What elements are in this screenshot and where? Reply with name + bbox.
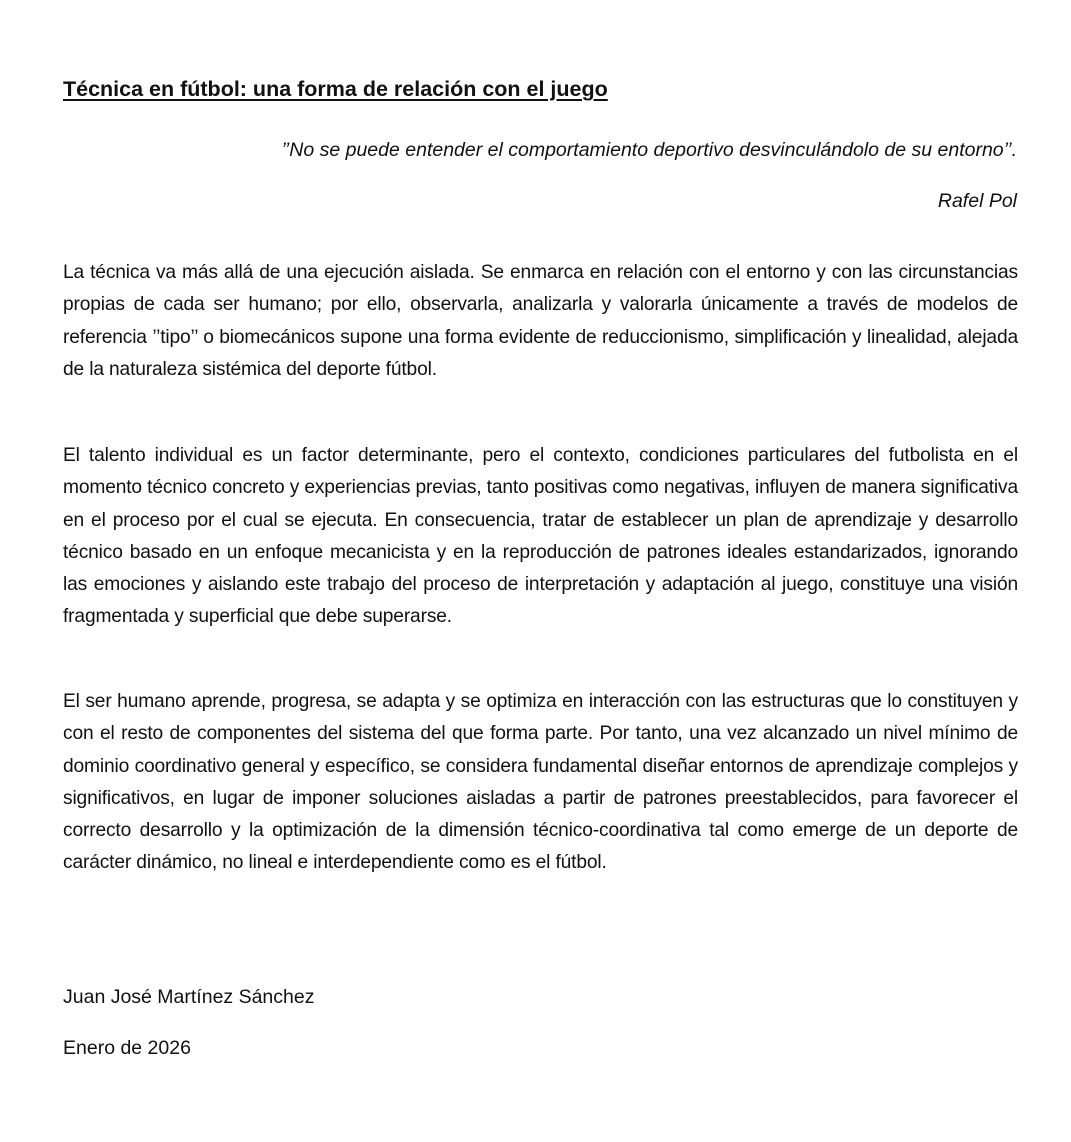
body-paragraph: La técnica va más allá de una ejecución aislada. Se enmarca en relación con el entorno y con las circunstancias propias de cada ser humano; por ello, observarla, analizarla y valorarla únicamente a través de modelos de referencia ’’tipo’’ o biomecánicos supone una forma evidente de reduccionismo, simplificación y linealidad, alejada de la naturaleza sistémica del deporte fútbol. — [63, 262, 1018, 380]
signature-date: Enero de 2026 — [63, 1037, 191, 1059]
signature-name: Juan José Martínez Sánchez — [63, 986, 315, 1008]
body-paragraph: El talento individual es un factor determinante, pero el contexto, condiciones particulares del futbolista en el momento técnico concreto y experiencias previas, tanto positivas como negativas, influyen de manera significativa en el proceso por el cual se ejecuta. En consecuencia, tratar de establecer un plan de aprendizaje y desarrollo técnico basado en un enfoque mecanicista y en la reproducción de patrones ideales estandarizados, ignorando las emociones y aislando este trabajo del proceso de interpretación y adaptación al juego, constituye una visión fragmentada y superficial que debe superarse. — [63, 445, 1018, 628]
body-paragraph: El ser humano aprende, progresa, se adapta y se optimiza en interacción con las estructuras que lo constituyen y con el resto de componentes del sistema del que forma parte. Por tanto, una vez alcanzado un nivel mínimo de dominio coordinativo general y específico, se considera fundamental diseñar entornos de aprendizaje complejos y significativos, en lugar de imponer soluciones aisladas a partir de patrones preestablecidos, para favorecer el correcto desarrollo y la optimización de la dimensión técnico-coordinativa tal como emerge de un deporte de carácter dinámico, no lineal e interdependiente como es el fútbol. — [63, 691, 1018, 874]
epigraph-quote: ’’No se puede entender el comportamiento deportivo desvinculándolo de su entorno’’. — [281, 139, 1017, 161]
epigraph-author: Rafel Pol — [937, 190, 1017, 212]
document-title: Técnica en fútbol: una forma de relación con el juego — [63, 77, 608, 101]
